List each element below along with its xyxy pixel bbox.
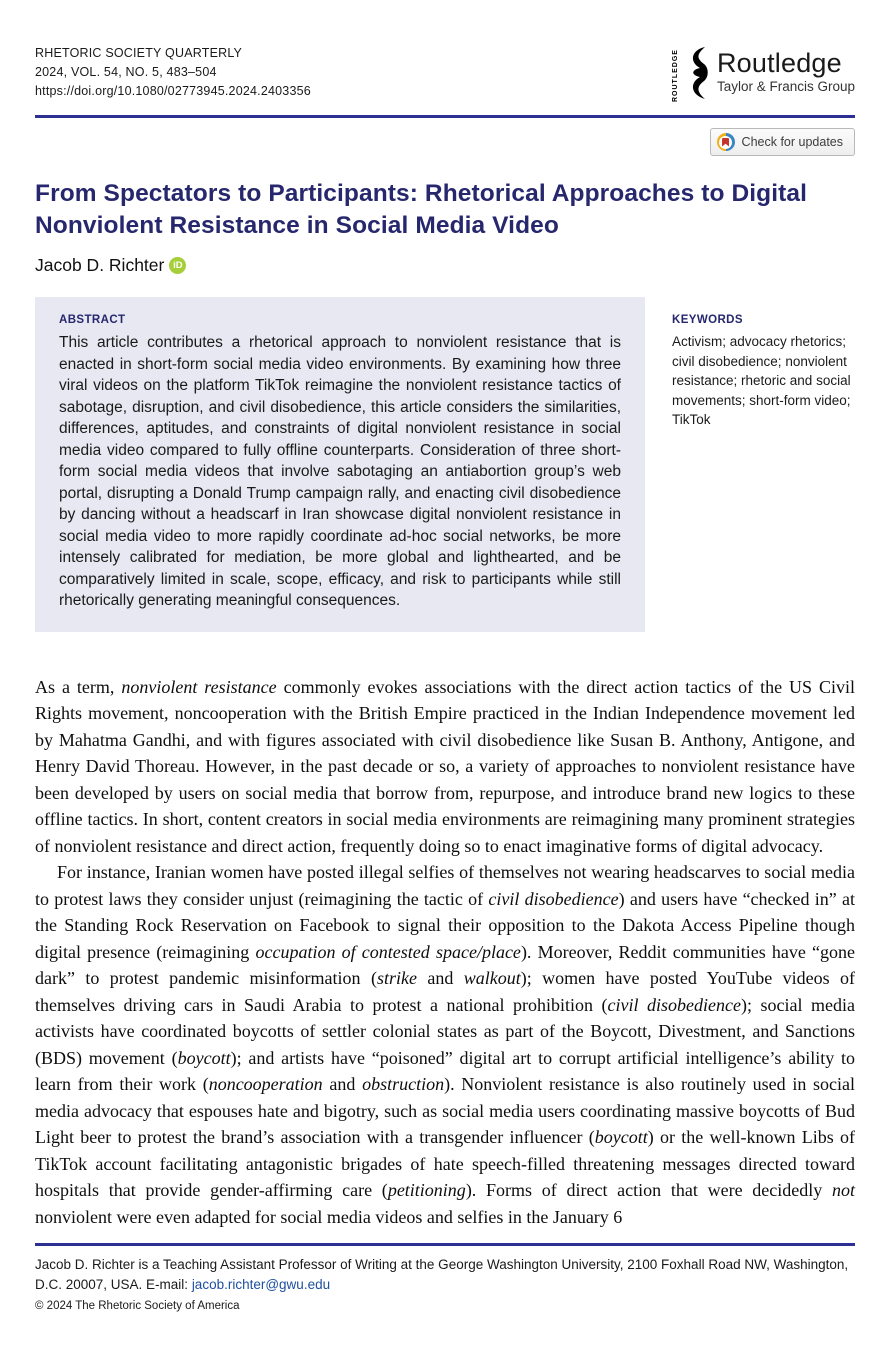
article-body [35,674,855,1231]
publisher-group: Taylor & Francis Group [716,79,855,94]
check-for-updates-button[interactable] [710,128,855,156]
copyright-line: © 2024 The Rhetoric Society of America [35,1300,240,1312]
journal-name: RHETORIC SOCIETY QUARTERLY [35,46,243,60]
journal-issue-line: 2024, VOL. 54, NO. 5, 483–504 [35,65,217,79]
author-bio-text: Jacob D. Richter is a Teaching Assistant Professor of Writing at the George Washington University, 2100 Foxhall Road NW, Washington, D.C. 20007, USA. E-mail: [35,1257,849,1292]
keywords-heading: KEYWORDS [672,314,743,326]
body-paragraph-2: For instance, Iranian women have posted illegal selfies of themselves not wearing headscarves to social media to protest laws they consider unjust (reimagining the tactic of civil disobedience) and users have “checked in” at the Standing Rock Reservation on Facebook to signal their opposition to the Dakota Access Pipeline though digital presence (reimagining occupation of contested space/place). Moreover, Reddit communities have “gone dark” to protest pandemic misinformation (strike and walkout); women have posted YouTube videos of themselves driving cars in Saudi Arabia to protest a national prohibition (civil disobedience); social media activists have coordinated boycotts of settler colonial states as part of the Boycott, Divestment, and Sanctions (BDS) movement (boycott); and artists have “poisoned” digital art to corrupt artificial intelligence’s ability to learn from their work (noncooperation and obstruction). Nonviolent resistance is also routinely used in social media advocacy that espouses hate and bigotry, such as social media users coordinating massive boycotts of Bud Light beer to protest the brand’s association with a transgender influencer (boycott) or the well-known Libs of TikTok account facilitating antagonistic brigades of hate speech-filled threatening messages directed toward hospitals that provide gender-affirming care (petitioning). Forms of direct action that were decidedly not nonviolent were even adapted for social media videos and selfies in the January 6 [35,862,856,1227]
journal-header [35,44,855,105]
abstract-heading: ABSTRACT [59,314,126,326]
keywords-column [672,297,855,632]
abstract-text: This article contributes a rhetorical approach to nonviolent resistance that is enacted in short-form social media video environments. By examining how three viral videos on the platform TikTok reimagine the nonviolent resistance tactics of sabotage, disruption, and civil disobedience, this article considers the similarities, differences, aptitudes, and constraints of digital nonviolent resistance in social media video compared to fully offline counterparts. Consideration of three short-form social media videos that involve sabotaging an antiabortion group’s web portal, disrupting a Donald Trump campaign rally, and enacting civil disobedience by dancing without a headscarf in Iran showcase digital nonviolent resistance in social media video to more rapidly coordinate ad-hoc social networks, be more intensely calibrated for mediation, be more global and lighthearted, and be comparatively limited in scale, scope, efficacy, and risk to participants while still rhetorically generating meaningful consequences. [59,334,621,609]
body-paragraph-1: As a term, nonviolent resistance commonly evokes associations with the direct action tactics of the US Civil Rights movement, noncooperation with the British Empire practiced in the Indian Independence movement led by Mahatma Gandhi, and with figures associated with civil disobedience like Susan B. Anthony, Antigone, and Henry David Thoreau. However, in the past decade or so, a variety of approaches to nonviolent resistance have been developed by users on social media that borrow from, repurpose, and introduce brand new logics to these offline tactics. In short, content creators in social media environments are reimagining many prominent strategies of nonviolent resistance and direct action, frequently doing so to enact imaginative forms of digital advocacy. [35,676,855,856]
abstract-section [35,297,855,632]
author-email-link[interactable]: jacob.richter@gwu.edu [191,1276,331,1292]
author-name: Jacob D. Richter [35,255,165,275]
publisher-name: Routledge [716,48,842,78]
header-divider [35,115,855,118]
author-line [35,255,855,276]
publisher-logo [672,46,855,105]
doi-link[interactable]: https://doi.org/10.1080/02773945.2024.2403356 [35,84,311,98]
check-for-updates-label: Check for updates [741,135,843,149]
article-title: From Spectators to Participants: Rhetorical Approaches to Digital Nonviolent Resistance in Social Media Video [35,180,808,239]
journal-info [35,44,311,101]
abstract-box [35,297,645,632]
footer-divider [35,1243,855,1246]
orcid-icon[interactable]: iD [169,257,186,274]
routledge-vertical-label: ROUTLEDGE [671,48,679,102]
routledge-mark-icon [681,46,711,105]
keywords-text: Activism; advocacy rhetorics; civil disobedience; nonviolent resistance; rhetoric and social movements; short-form video; TikTok [672,334,851,427]
crossmark-icon [717,133,735,151]
author-bio [35,1255,855,1294]
